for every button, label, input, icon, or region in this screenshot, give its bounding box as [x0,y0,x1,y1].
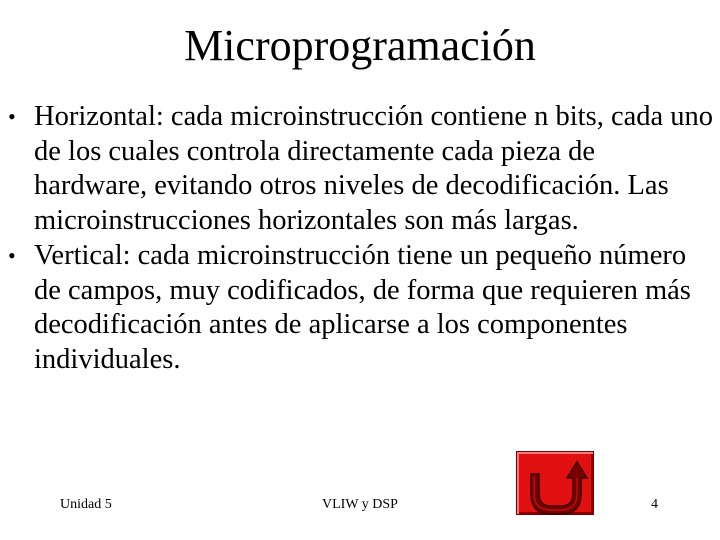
bullet-text-vertical: Vertical: cada microinstrucción tiene un pequeño número de campos, muy codificados, de forma que requieren más decodificación antes de aplicarse a los componentes individuales. [34,239,691,375]
back-button[interactable] [516,451,594,515]
bullet-list [0,100,720,378]
page-number: 4 [651,497,658,512]
slide-title: Microprogramación [184,21,536,70]
footer-unit: Unidad 5 [60,497,112,512]
footer-topic: VLIW y DSP [322,497,398,512]
u-turn-back-arrow-icon [517,452,595,516]
bullet-item [0,239,714,378]
bullet-text-horizontal: Horizontal: cada microinstrucción contiene n bits, cada uno de los cuales controla directamente cada pieza de hardware, evitando otros niveles de decodificación. Las microinstrucciones horizontales son más largas. [34,101,714,237]
bullet-item [0,100,714,239]
bullet-marker: • [8,242,16,268]
bullet-marker: • [8,104,16,129]
